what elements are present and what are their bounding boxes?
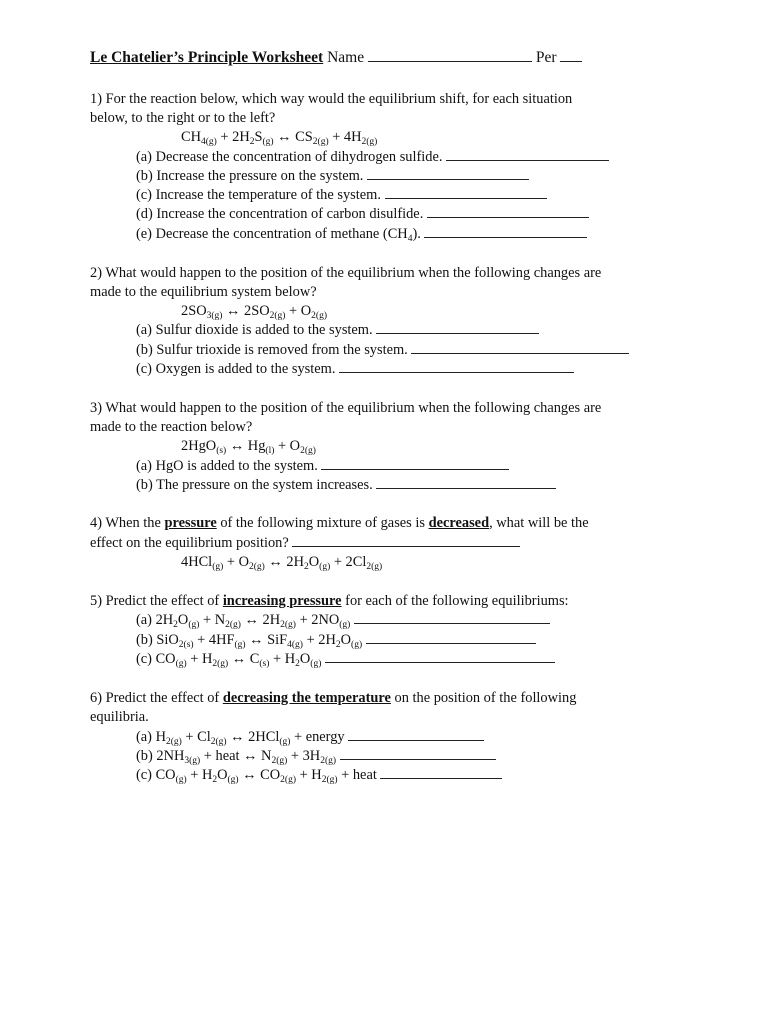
q3-b-answer-blank[interactable]: [376, 476, 556, 489]
q1-e-answer-blank[interactable]: [424, 225, 587, 238]
q2-stem-line1: 2) What would happen to the position of the equilibrium when the following changes are: [90, 265, 602, 281]
name-label: Name: [327, 49, 365, 66]
q6-c-answer-blank[interactable]: [380, 766, 502, 779]
q3-item-a: [136, 457, 509, 476]
q6-stem-line1: [90, 689, 576, 708]
q4-answer-blank[interactable]: [292, 534, 520, 547]
q4-stem-line2: [90, 534, 520, 553]
q2-a-answer-blank[interactable]: [376, 321, 539, 334]
q1-item-a: [136, 148, 609, 167]
q3-stem-line2: made to the reaction below?: [90, 419, 253, 435]
q6-pre: 6) Predict the effect of: [90, 690, 220, 706]
q4-keyword-decreased: decreased: [428, 515, 490, 531]
q1-c-answer-blank[interactable]: [385, 186, 547, 199]
q3-b-text: (b) The pressure on the system increases.: [136, 477, 373, 493]
q6-b-equation: (b) $2NH_{3(g)}$ + heat ↔ $N_{2(g)} + 3H_{2(g)}$: [136, 748, 337, 766]
q5-post: for each of the following equilibriums:: [345, 593, 569, 609]
q6-c-equation: (c) $CO_{(g)} + H_2O_{(g)}$ ↔ $CO_{2(g)} + H_{2(g)}$ + heat: [136, 767, 377, 785]
name-blank[interactable]: [368, 49, 532, 62]
q2-c-text: (c) Oxygen is added to the system.: [136, 361, 336, 377]
q1-d-text: (d) Increase the concentration of carbon disulfide.: [136, 206, 424, 222]
q1-item-e: [136, 225, 587, 244]
q6-a-answer-blank[interactable]: [348, 728, 484, 741]
q2-item-a: [136, 321, 539, 340]
q1-b-text: (b) Increase the pressure on the system.: [136, 168, 364, 184]
q1-item-c: [136, 186, 547, 205]
q6-item-b: [136, 747, 496, 766]
per-blank[interactable]: [560, 49, 582, 62]
q2-stem-line2: made to the equilibrium system below?: [90, 284, 317, 300]
q3-a-text: (a) HgO is added to the system.: [136, 458, 318, 474]
q2-c-answer-blank[interactable]: [339, 360, 574, 373]
q5-c-answer-blank[interactable]: [325, 650, 555, 663]
q4-mid: of the following mixture of gases is: [220, 515, 425, 531]
q6-a-equation: (a) $H_{2(g)} + Cl_{2(g)}$ ↔ 2HCl$_{(g)}$ + energy: [136, 729, 345, 747]
q5-stem: [90, 592, 569, 611]
q1-e-text: (e) Decrease the concentration of methane $(CH_4)$.: [136, 226, 421, 244]
q6-item-a: [136, 728, 484, 747]
per-label: Per: [535, 49, 557, 66]
q5-b-answer-blank[interactable]: [366, 631, 536, 644]
worksheet-header: [90, 48, 582, 67]
q2-b-answer-blank[interactable]: [411, 341, 629, 354]
q3-a-answer-blank[interactable]: [321, 457, 509, 470]
q6-item-c: [136, 766, 502, 785]
q4-keyword-pressure: pressure: [164, 515, 217, 531]
q2-equation: $2SO_{3(g)}$ ↔ $2SO_{2(g)} + O_{2(g)}$: [181, 303, 327, 321]
q5-pre: 5) Predict the effect of: [90, 593, 220, 609]
q4-equation: $4HCl_{(g)} + O_{2(g)}$ ↔ $2H_2O_{(g)} + 2Cl_{2(g)}$: [181, 554, 383, 572]
q1-stem-line2: below, to the right or to the left?: [90, 110, 276, 126]
q1-item-d: [136, 205, 589, 224]
q6-stem-line2: equilibria.: [90, 709, 149, 725]
q6-keyword: decreasing the temperature: [222, 690, 391, 706]
q2-a-text: (a) Sulfur dioxide is added to the system.: [136, 322, 373, 338]
q1-equation: $CH_{4(g)} + 2H_2S_{(g)}$ ↔ $CS_{2(g)} + 4H_{2(g)}$: [181, 129, 378, 147]
q3-item-b: [136, 476, 556, 495]
q1-a-answer-blank[interactable]: [446, 148, 609, 161]
q5-c-equation: (c) $CO_{(g)} + H_{2(g)}$ ↔ $C_{(s)} + H_2O_{(g)}$: [136, 651, 322, 669]
q2-b-text: (b) Sulfur trioxide is removed from the system.: [136, 342, 408, 358]
q6-b-answer-blank[interactable]: [340, 747, 496, 760]
q4-stem-line1: [90, 514, 589, 533]
q5-keyword: increasing pressure: [222, 593, 342, 609]
q4-post: , what will be the: [489, 515, 589, 531]
q2-item-b: [136, 341, 629, 360]
q4-line2-text: effect on the equilibrium position?: [90, 535, 289, 551]
q5-b-equation: (b) $SiO_{2(s)} + 4HF_{(g)}$ ↔ $SiF_{4(g)} + 2H_2O_{(g)}$: [136, 632, 363, 650]
q4-pre: 4) When the: [90, 515, 161, 531]
q1-a-text: (a) Decrease the concentration of dihydrogen sulfide.: [136, 149, 443, 165]
q5-item-b: [136, 631, 536, 650]
q2-item-c: [136, 360, 574, 379]
q5-item-a: [136, 611, 550, 630]
q3-equation: 2HgO$_{(s)}$ ↔ $Hg_{(l)} + O_{2(g)}$: [181, 438, 316, 456]
q1-c-text: (c) Increase the temperature of the system.: [136, 187, 381, 203]
q6-post: on the position of the following: [394, 690, 577, 706]
q1-b-answer-blank[interactable]: [367, 167, 529, 180]
q5-a-answer-blank[interactable]: [354, 611, 550, 624]
q1-item-b: [136, 167, 529, 186]
q1-d-answer-blank[interactable]: [427, 205, 589, 218]
q5-a-equation: (a) $2H_2O_{(g)} + N_{2(g)}$ ↔ $2H_{2(g)} + 2NO_{(g)}$: [136, 612, 351, 630]
q1-stem-line1: 1) For the reaction below, which way would the equilibrium shift, for each situation: [90, 91, 573, 107]
q5-item-c: [136, 650, 555, 669]
worksheet-title: Le Chatelier’s Principle Worksheet: [90, 49, 324, 66]
q3-stem-line1: 3) What would happen to the position of the equilibrium when the following changes are: [90, 400, 602, 416]
